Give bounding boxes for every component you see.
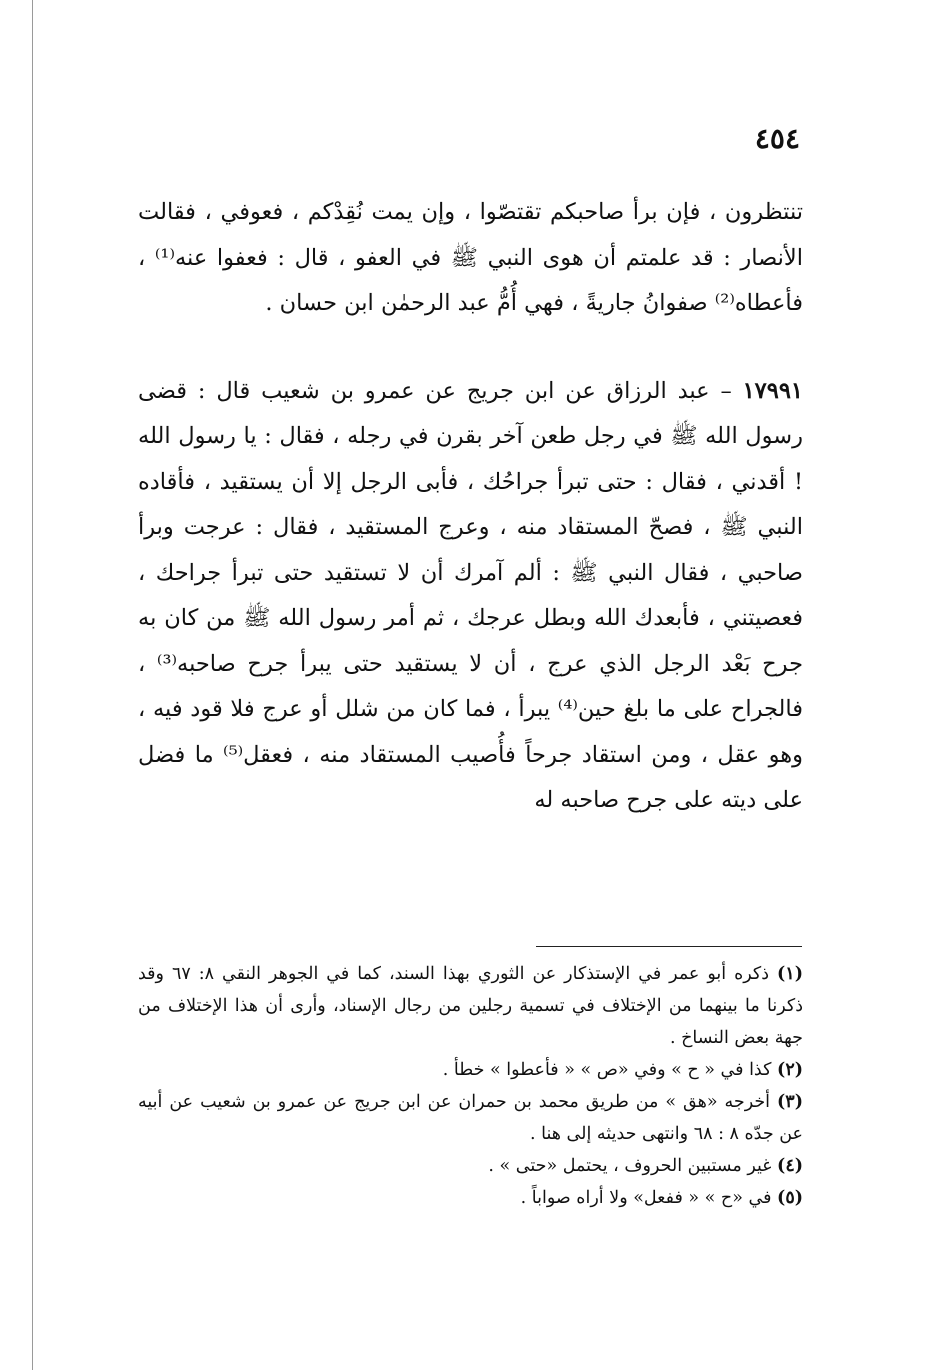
paragraph-2	[138, 369, 803, 824]
page-binding-edge	[32, 0, 33, 1370]
paragraph-1	[138, 190, 803, 327]
footnote-line: أخرجه «هق » من طريق محمد بن حمران عن ابن جريج عن عمرو بن شعيب	[200, 1092, 771, 1112]
footnote-number: (٤)	[777, 1156, 803, 1176]
footnote-5	[138, 1182, 803, 1214]
text-line: فأقاده النبي ﷺ ، فصحّ المستقاد منه ، وعرج المستقيد ، فقال :	[138, 468, 803, 540]
paragraph-gap	[138, 327, 803, 369]
footnote-number: (١)	[777, 964, 803, 984]
footnote-number: (٢)	[777, 1060, 803, 1080]
footnote-line: في «ح » « ففعل» ولا أراه صواباً .	[520, 1188, 772, 1208]
footnote-4	[138, 1150, 803, 1182]
footnote-line: أن هذا الإختلاف من جهة بعض النساخ .	[138, 996, 803, 1048]
text-line: صاحبه له	[534, 787, 620, 813]
footnote-1	[138, 958, 803, 1054]
page-number: ٤٥٤	[754, 122, 800, 155]
text-line: حتى تبرأ جراحك ، فعصيتني ، فأبعدك الله وبطل عرجك ، ثم أمر	[138, 559, 803, 631]
text-line: جرحاً فأُصيب المستقاد منه ، فعقل⁽⁵⁾ ما فضل على ديته على جرح	[138, 741, 803, 813]
footnote-line: غير مستبين الحروف ، يحتمل «حتى » .	[488, 1156, 772, 1176]
text-line: تنتظرون ، فإن برأ صاحبكم تقتصّوا ، وإن يمت نُقِدْكم ، فعوفي ،	[204, 199, 803, 225]
text-line: قضى رسول الله ﷺ في رجل طعن آخر بقرن في رجله ، فقال : يا رسول	[138, 377, 803, 449]
hadith-intro: – عبد الرزاق عن ابن جريج عن عمرو بن شعيب قال :	[197, 377, 743, 404]
footnotes	[138, 958, 803, 1214]
hadith-number: ١٧٩٩١	[742, 377, 803, 404]
footnote-number: (٣)	[777, 1092, 803, 1112]
text-line: الله ! أقدني ، فقال : حتى تبرأ جراحُك ، فأبى الرجل إلا أن يستقيد ،	[138, 423, 804, 495]
text-line: فعفوا عنه⁽¹⁾ ، فأعطاه⁽²⁾ صفوانُ جاريةً ، فهي أُمُّ عبد الرحمٰن	[138, 244, 803, 316]
footnote-3	[138, 1086, 803, 1150]
text-line: ابن حسان .	[265, 290, 374, 316]
text-line: فقالت الأنصار : قد علمتم أن هوى النبي ﷺ في العفو ، قال :	[138, 199, 803, 271]
footnote-line: كذا في « ح » وفي «ص » « فأعطوا » خطأ .	[442, 1060, 772, 1080]
footnote-separator	[536, 946, 802, 947]
footnote-2	[138, 1054, 803, 1086]
footnote-line: ذكره أبو عمر في الإستذكار عن الثوري بهذا السند، كما في الجوهر النقي	[222, 964, 770, 984]
text-line: حتى يبرأ جرح صاحبه⁽³⁾ ، فالجراح على ما بلغ حين⁽⁴⁾ يبرأ ،	[138, 650, 804, 722]
main-text	[138, 190, 803, 824]
footnote-number: (٥)	[777, 1188, 803, 1208]
footnote-line: ٨: ٦٧ وقد ذكرنا ما بينهما من الإختلاف في تسمية رجلين من رجال الإسناد، وأرى	[138, 964, 803, 1016]
text-line: عرجت وبرأ صاحبي ، فقال النبي ﷺ : ألم آمرك أن لا تستقيد	[138, 514, 803, 586]
text-line: فما كان من شلل أو عرج فلا قود فيه ، وهو عقل ، ومن استقاد	[138, 696, 803, 768]
text-line: رسول الله ﷺ من كان به جرح بَعْد الرجل الذي عرج ، أن لا يستقيد	[138, 605, 803, 677]
footnote-line: عن أبيه عن جدّه ٨ : ٦٨ وانتهى حديثه إلى هنا .	[138, 1092, 803, 1144]
